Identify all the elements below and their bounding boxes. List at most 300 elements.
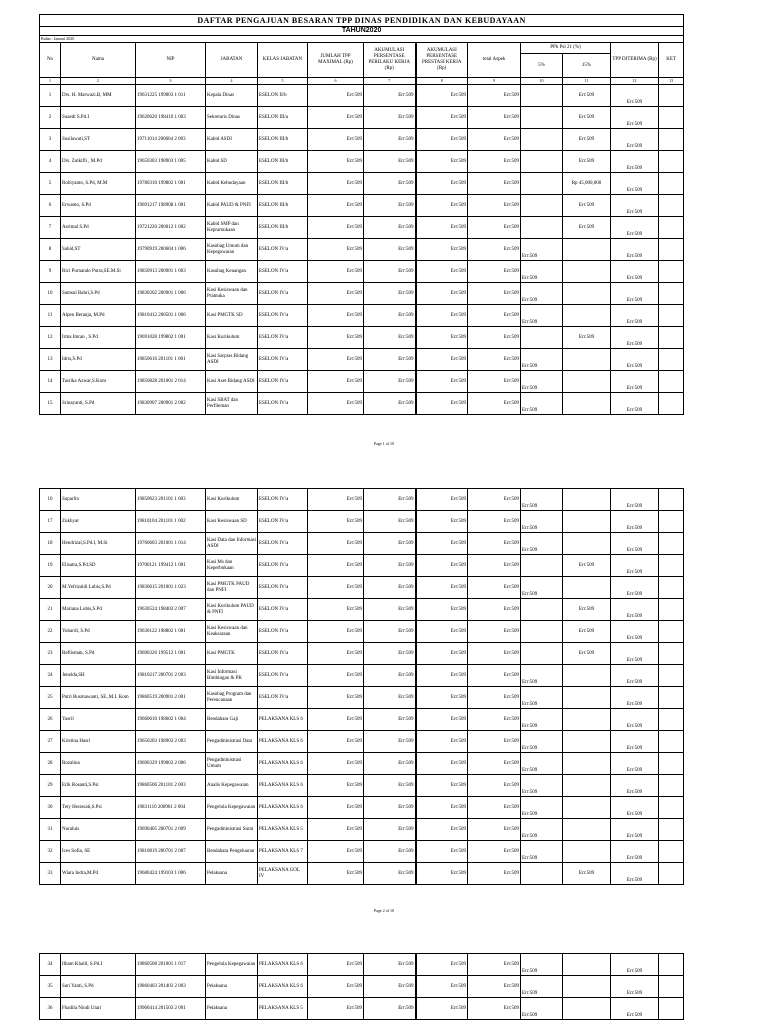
row-ket [659,327,684,349]
row-tpp-diterima: Err:509 [611,261,659,283]
row-nip: 19620620 198410 1 003 [136,107,206,129]
row-no: 18 [40,533,61,555]
row-pph-15 [563,731,611,753]
row-pph-5: Err:509 [521,731,563,753]
row-tpp-diterima: Err:509 [611,775,659,797]
row-jumlah: Err:509 [308,533,364,555]
row-pph-15 [563,753,611,775]
row-akum-prestasi: Err:509 [416,107,468,129]
row-no: 30 [40,797,61,819]
row-pph-15: Err:509 [563,85,611,107]
row-pph-5: Err:509 [521,954,563,976]
row-akum-prestasi: Err:509 [416,753,468,775]
row-total: Err:509 [468,261,521,283]
row-pph-15 [563,239,611,261]
row-akum-prestasi: Err:509 [416,665,468,687]
row-tpp-diterima: Err:509 [611,107,659,129]
row-pph-15: Err:509 [563,643,611,665]
row-kelas: ESELON III/b [258,217,308,239]
row-jumlah: Err:509 [308,863,364,885]
colnum: 12 [611,78,659,85]
table-row [40,327,684,349]
row-total: Err:509 [468,173,521,195]
sheet-page-2 [39,488,683,885]
row-akum-prestasi: Err:509 [416,217,468,239]
row-kelas: ESELON IV/a [258,239,308,261]
row-ket [659,954,684,976]
row-kelas: PELAKSANA GOL IV [258,863,308,885]
row-nip: 19850623 201101 1 003 [136,489,206,511]
row-total: Err:509 [468,195,521,217]
row-jabatan: Kasi Kurikulum [206,489,258,511]
row-akum-perilaku: Err:509 [364,239,416,261]
row-nip: 19630524 198403 2 007 [136,599,206,621]
row-pph-5 [521,863,563,885]
row-total: Err:509 [468,327,521,349]
row-jumlah: Err:509 [308,976,364,998]
row-jumlah: Err:509 [308,489,364,511]
row-akum-prestasi: Err:509 [416,797,468,819]
row-nip: 19680424 199103 1 006 [136,863,206,885]
row-kelas: ESELON IV/a [258,599,308,621]
row-akum-prestasi: Err:509 [416,533,468,555]
row-no: 36 [40,998,61,1020]
header-total: total Aspek [468,43,521,78]
row-nip: 19830202 200901 1 006 [136,283,206,305]
row-no: 17 [40,511,61,533]
row-no: 3 [40,129,61,151]
row-kelas: ESELON III/b [258,129,308,151]
row-nama: Kristina Hasri [61,731,136,753]
row-jabatan: Pengadministrasi Surat [206,819,258,841]
row-jabatan: Pelaksana [206,976,258,998]
row-nip: 19830907 200901 2 002 [136,393,206,415]
row-akum-perilaku: Err:509 [364,954,416,976]
row-pph-15: Err:509 [563,599,611,621]
row-nama: Sahid,ST [61,239,136,261]
row-jabatan: Kasi SBAT dan Perfileman [206,393,258,415]
row-ket [659,643,684,665]
row-jumlah: Err:509 [308,775,364,797]
row-nip: 19860506 201101 2 003 [136,775,206,797]
header-kelas: KELAS JABATAN [258,43,308,78]
row-ket [659,151,684,173]
row-pph-5: Err:509 [521,753,563,775]
row-nama: Wiara Indra,M.Pd [61,863,136,885]
row-tpp-diterima: Err:509 [611,489,659,511]
row-akum-prestasi: Err:509 [416,261,468,283]
row-no: 24 [40,665,61,687]
row-nama: Rozalina [61,753,136,775]
table-row [40,371,684,393]
row-nip: 19850913 200901 1 003 [136,261,206,283]
row-nip: 19830615 201001 1 023 [136,577,206,599]
row-jabatan: Kasi PMGTK PAUD dan PNFI [206,577,258,599]
row-pph-5 [521,217,563,239]
header-nip: NIP [136,43,206,78]
row-ket [659,107,684,129]
row-pph-5: Err:509 [521,775,563,797]
colnum: 11 [563,78,611,85]
row-pph-15 [563,954,611,976]
row-pph-5: Err:509 [521,305,563,327]
row-tpp-diterima: Err:509 [611,85,659,107]
row-total: Err:509 [468,305,521,327]
row-nama: Yuhardi, S.Pd [61,621,136,643]
row-kelas: ESELON IV/a [258,261,308,283]
row-akum-perilaku: Err:509 [364,841,416,863]
row-jabatan: Kasi Kesiswaan SD [206,511,258,533]
row-jabatan: Kabid PAUD & PNFI [206,195,258,217]
page-footer-1: Page 1 of 10 [373,441,395,446]
table-row [40,753,684,775]
row-kelas: ESELON II/b [258,85,308,107]
row-jumlah: Err:509 [308,195,364,217]
row-pph-5: Err:509 [521,665,563,687]
row-nip: 19691217 198908 1 001 [136,195,206,217]
table-row [40,577,684,599]
row-jumlah: Err:509 [308,107,364,129]
row-tpp-diterima: Err:509 [611,976,659,998]
row-tpp-diterima: Err:509 [611,954,659,976]
row-pph-15: Err:509 [563,217,611,239]
row-akum-prestasi: Err:509 [416,819,468,841]
row-akum-prestasi: Err:509 [416,863,468,885]
row-akum-perilaku: Err:509 [364,621,416,643]
row-nama: Robiyanto, S.Pd, M.M [61,173,136,195]
row-total: Err:509 [468,217,521,239]
row-jumlah: Err:509 [308,283,364,305]
table-row [40,305,684,327]
row-pph-15 [563,709,611,731]
row-pph-5 [521,555,563,577]
row-pph-5 [521,621,563,643]
row-pph-15 [563,819,611,841]
row-ket [659,393,684,415]
row-jabatan: Kasi Kurikulum PAUD & PNFI [206,599,258,621]
row-jabatan: Pengadministrasi Umum [206,753,258,775]
row-akum-prestasi: Err:509 [416,687,468,709]
row-ket [659,217,684,239]
row-nama: Irma Imran , S.Pd [61,327,136,349]
row-pph-15 [563,976,611,998]
row-akum-prestasi: Err:509 [416,841,468,863]
header-pph-15: 15% [563,54,611,78]
row-nip: 19831110 200901 2 004 [136,797,206,819]
header-akum-perilaku: AKUMULASI PERSENTASE PERILAKU KERJA (Rp) [364,43,416,78]
row-jumlah: Err:509 [308,577,364,599]
row-pph-15 [563,775,611,797]
table-row [40,998,684,1020]
row-pph-15: Err:509 [563,863,611,885]
document-title: DAFTAR PENGAJUAN BESARAN TPP DINAS PENDIDIKAN DAN KEBUDAYAAN [40,15,684,27]
row-nama: M.Yefrizaldi Lubis,S.Pd [61,577,136,599]
row-kelas: PELAKSANA KLS 6 [258,954,308,976]
row-akum-perilaku: Err:509 [364,577,416,599]
row-no: 15 [40,393,61,415]
row-no: 25 [40,687,61,709]
row-nip: 19860403 201403 2 003 [136,976,206,998]
table-body-page-3 [40,954,684,1020]
row-akum-prestasi: Err:509 [416,305,468,327]
row-akum-prestasi: Err:509 [416,239,468,261]
row-jabatan: Kabid ASDI [206,129,258,151]
row-ket [659,775,684,797]
row-nip: 19630122 198802 1 001 [136,621,206,643]
row-pph-5: Err:509 [521,577,563,599]
row-pph-5: Err:509 [521,841,563,863]
row-jabatan: Kabid Kebudayaan [206,173,258,195]
row-tpp-diterima: Err:509 [611,327,659,349]
row-jabatan: Kasi Data dan Informasi ASDI [206,533,258,555]
row-akum-perilaku: Err:509 [364,85,416,107]
row-nama: Elisatra,S.Pd.SD [61,555,136,577]
row-kelas: ESELON IV/a [258,533,308,555]
row-kelas: ESELON IV/a [258,489,308,511]
table-row [40,151,684,173]
row-pph-15 [563,393,611,415]
row-jabatan: Pelaksana [206,998,258,1020]
table-row [40,976,684,998]
row-akum-perilaku: Err:509 [364,393,416,415]
row-no: 14 [40,371,61,393]
row-total: Err:509 [468,954,521,976]
row-kelas: ESELON III/b [258,151,308,173]
row-jumlah: Err:509 [308,555,364,577]
row-akum-perilaku: Err:509 [364,555,416,577]
row-no: 16 [40,489,61,511]
header-pph: PPh Psl 21 (%) [521,43,611,54]
document-year: TAHUN2020 [40,27,684,36]
row-jabatan: Pengelola Kepegawaian [206,954,258,976]
row-pph-5: Err:509 [521,489,563,511]
row-tpp-diterima: Err:509 [611,709,659,731]
row-nama: Srinayanti, S.Pd [61,393,136,415]
table-row [40,863,684,885]
row-nip: 19810412 200501 1 006 [136,305,206,327]
row-ket [659,371,684,393]
row-akum-perilaku: Err:509 [364,819,416,841]
row-total: Err:509 [468,533,521,555]
row-akum-prestasi: Err:509 [416,327,468,349]
row-tpp-diterima: Err:509 [611,217,659,239]
row-pph-15 [563,305,611,327]
row-no: 9 [40,261,61,283]
header-nama: Nama [61,43,136,78]
row-nip: 19850828 201001 2 014 [136,371,206,393]
row-tpp-diterima: Err:509 [611,195,659,217]
row-nama: Fhadila Nindi Utari [61,998,136,1020]
row-nama: Rici Purnando Putra,SE.M.Si [61,261,136,283]
row-pph-15 [563,687,611,709]
row-total: Err:509 [468,753,521,775]
header-jumlah: JUMLAH TPP MAXIMAL (Rp) [308,43,364,78]
row-total: Err:509 [468,555,521,577]
row-akum-prestasi: Err:509 [416,577,468,599]
row-akum-perilaku: Err:509 [364,687,416,709]
row-kelas: ESELON IV/a [258,643,308,665]
row-no: 28 [40,753,61,775]
row-akum-perilaku: Err:509 [364,709,416,731]
row-nip: 19850616 201101 1 001 [136,349,206,371]
row-pph-15: Err:509 [563,107,611,129]
row-pph-15 [563,797,611,819]
row-ket [659,753,684,775]
row-akum-prestasi: Err:509 [416,775,468,797]
row-kelas: PELAKSANA KLS 6 [258,731,308,753]
row-nama: Asrimal S.Pd [61,217,136,239]
header-akum-prestasi: AKUMULASI PERSENTASE PRESTASI KERJA (Rp) [416,43,468,78]
row-no: 21 [40,599,61,621]
table-row [40,349,684,371]
row-jabatan: Analis Kepegawaian [206,775,258,797]
row-ket [659,841,684,863]
row-pph-5: Err:509 [521,709,563,731]
row-total: Err:509 [468,129,521,151]
row-akum-perilaku: Err:509 [364,731,416,753]
row-tpp-diterima: Err:509 [611,621,659,643]
row-ket [659,85,684,107]
row-akum-perilaku: Err:509 [364,533,416,555]
row-jumlah: Err:509 [308,151,364,173]
row-nama: Erik Rosanti,S.Psi [61,775,136,797]
row-nama: Yasril [61,709,136,731]
table-row [40,954,684,976]
row-nama: Susilawati,ST [61,129,136,151]
row-tpp-diterima: Err:509 [611,819,659,841]
row-total: Err:509 [468,511,521,533]
tpp-table-page-1 [39,14,684,415]
row-tpp-diterima: Err:509 [611,151,659,173]
row-pph-5 [521,599,563,621]
row-akum-perilaku: Err:509 [364,349,416,371]
row-no: 33 [40,863,61,885]
row-tpp-diterima: Err:509 [611,173,659,195]
row-akum-prestasi: Err:509 [416,393,468,415]
row-akum-prestasi: Err:509 [416,349,468,371]
row-no: 32 [40,841,61,863]
row-pph-15 [563,371,611,393]
row-no: 10 [40,283,61,305]
row-nip: 19810819 200701 2 007 [136,841,206,863]
table-row [40,731,684,753]
row-akum-perilaku: Err:509 [364,217,416,239]
row-jabatan: Sekretaris Dinas [206,107,258,129]
row-akum-perilaku: Err:509 [364,195,416,217]
row-nip: 19650203 198903 2 003 [136,731,206,753]
table-row [40,489,684,511]
row-akum-prestasi: Err:509 [416,998,468,1020]
row-jabatan: Kasi Kurikulum [206,327,258,349]
row-nip: 19650303 198903 1 005 [136,151,206,173]
row-ket [659,731,684,753]
row-akum-perilaku: Err:509 [364,283,416,305]
row-kelas: ESELON IV/a [258,555,308,577]
row-nama: Erwanto, S.Pd [61,195,136,217]
row-jumlah: Err:509 [308,643,364,665]
row-no: 34 [40,954,61,976]
row-nama: Putri Rusmawanti, SE.,M.I. Kom [61,687,136,709]
table-row [40,709,684,731]
row-akum-prestasi: Err:509 [416,85,468,107]
row-jumlah: Err:509 [308,621,364,643]
row-jumlah: Err:509 [308,998,364,1020]
row-tpp-diterima: Err:509 [611,841,659,863]
row-jumlah: Err:509 [308,709,364,731]
row-jumlah: Err:509 [308,687,364,709]
row-total: Err:509 [468,775,521,797]
row-tpp-diterima: Err:509 [611,349,659,371]
row-akum-prestasi: Err:509 [416,621,468,643]
colnum: 5 [258,78,308,85]
colnum: 1 [40,78,61,85]
row-nip: 19860519 200901 2 001 [136,687,206,709]
row-no: 7 [40,217,61,239]
colnum: 8 [416,78,468,85]
row-tpp-diterima: Err:509 [611,863,659,885]
row-jabatan: Kasubag Program dan Perencanaan [206,687,258,709]
row-pph-15 [563,511,611,533]
row-akum-perilaku: Err:509 [364,863,416,885]
row-no: 20 [40,577,61,599]
row-no: 22 [40,621,61,643]
row-total: Err:509 [468,976,521,998]
row-total: Err:509 [468,85,521,107]
row-jabatan: Kasi Informasi Bimbingan & PK [206,665,258,687]
row-ket [659,511,684,533]
row-nama: Sari Yanti, S.Pd [61,976,136,998]
row-ket [659,349,684,371]
row-pph-5 [521,643,563,665]
row-jabatan: Kasi PMGTK [206,643,258,665]
row-total: Err:509 [468,393,521,415]
header-tpp: TPP DITERIMA (Rp) [611,43,659,78]
row-ket [659,239,684,261]
row-jumlah: Err:509 [308,327,364,349]
row-total: Err:509 [468,349,521,371]
row-tpp-diterima: Err:509 [611,998,659,1020]
row-nip: 19690326 199512 1 001 [136,643,206,665]
row-total: Err:509 [468,599,521,621]
row-nip: 19660610 198602 1 004 [136,709,206,731]
row-kelas: PELAKSANA KLS 6 [258,753,308,775]
row-akum-perilaku: Err:509 [364,327,416,349]
row-no: 13 [40,349,61,371]
row-nama: Mariana Lubis,S.Pd [61,599,136,621]
row-nip: 19721220 200012 1 002 [136,217,206,239]
row-nama: Samsul Bahri,S.Pd [61,283,136,305]
row-tpp-diterima: Err:509 [611,239,659,261]
row-nip: 19810104 201101 1 002 [136,511,206,533]
row-pph-15 [563,577,611,599]
row-akum-perilaku: Err:509 [364,151,416,173]
row-pph-15 [563,841,611,863]
row-pph-5: Err:509 [521,261,563,283]
tpp-table-page-3 [39,953,684,1020]
colnum: 3 [136,78,206,85]
row-tpp-diterima: Err:509 [611,533,659,555]
row-total: Err:509 [468,283,521,305]
row-akum-prestasi: Err:509 [416,709,468,731]
row-nama: Ices Sofia, SE [61,841,136,863]
row-pph-15: Err:509 [563,555,611,577]
table-row [40,555,684,577]
row-jumlah: Err:509 [308,129,364,151]
table-row [40,217,684,239]
row-pph-15: Err:509 [563,151,611,173]
row-no: 29 [40,775,61,797]
row-akum-perilaku: Err:509 [364,511,416,533]
